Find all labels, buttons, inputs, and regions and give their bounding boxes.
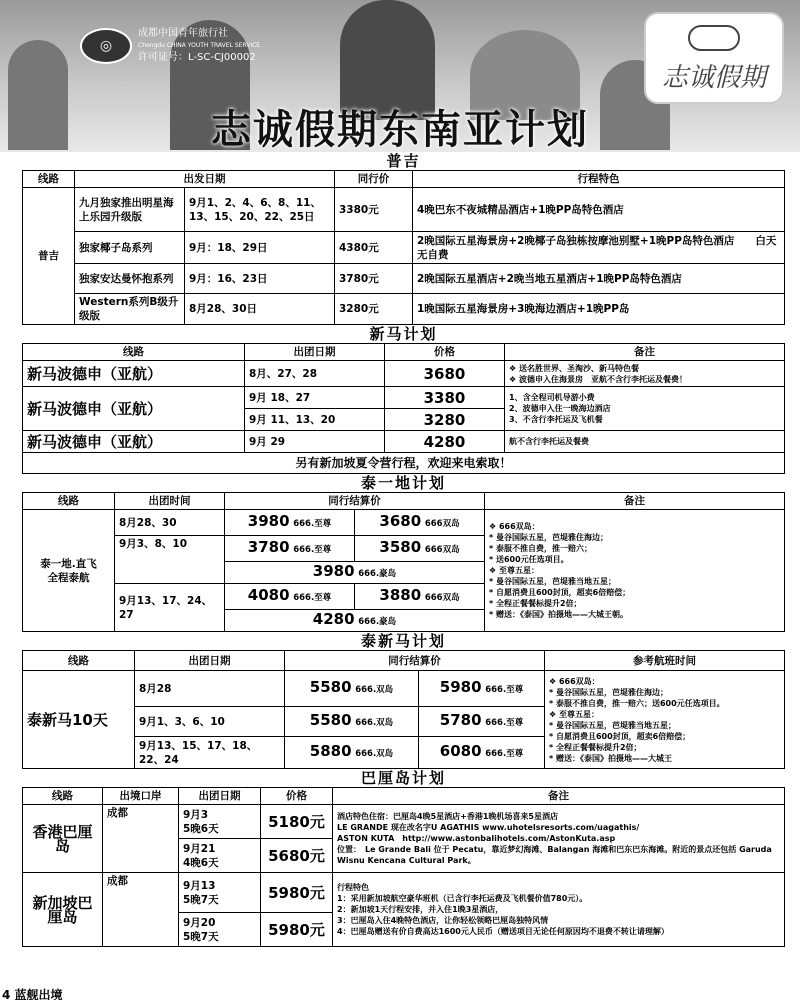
taixinma-note: * 曼谷国际五星，芭堤雅住海边； xyxy=(549,687,668,697)
tai-note: * 赠送：《泰国》拍摄地——大城王朝。 xyxy=(489,610,628,619)
puji-price: 3280元 xyxy=(335,294,413,325)
bali-line: 香港巴厘岛 xyxy=(23,805,103,873)
tai-note: * 自愿消费且600封顶，超卖6倍赔偿； xyxy=(489,588,631,597)
promo-row xyxy=(23,453,785,474)
taixinma-price-label: 666.至尊 xyxy=(485,718,524,728)
taixinma-date: 9月1、3、6、10 xyxy=(135,707,285,737)
tai-date: 9月3、8、10 xyxy=(115,536,225,584)
bali-note: 2：新加坡1天行程安排，并入住1晚3星酒店， xyxy=(337,905,504,914)
taixinma-price: 5980 xyxy=(439,678,482,696)
content xyxy=(22,152,785,985)
taixinma-price-label: 666.双岛 xyxy=(355,718,394,728)
xinma-title: 新马计划 xyxy=(369,325,438,343)
puji-desc: 4晚巴东不夜城精品酒店+1晚PP岛特色酒店 xyxy=(413,188,785,232)
page-footer: 4 蓝舰出境 xyxy=(2,988,63,1000)
puji-title: 普吉 xyxy=(386,152,421,170)
xinma-table xyxy=(22,343,785,474)
agency-block xyxy=(80,26,260,66)
puji-price: 3380元 xyxy=(335,188,413,232)
taixinma-price: 5580 xyxy=(309,678,352,696)
bali-h-note: 备注 xyxy=(333,788,785,805)
puji-h-desc: 行程特色 xyxy=(413,171,785,188)
taixinma-price-label: 666.双岛 xyxy=(355,685,394,695)
tai-price-label: 666双岛 xyxy=(424,519,460,529)
tai-date: 9月13、17、24、27 xyxy=(115,584,225,632)
brand-logo xyxy=(644,12,784,104)
xinma-date: 9月 29 xyxy=(245,431,385,453)
bali-price: 5180元 xyxy=(261,805,333,839)
table-row xyxy=(23,361,785,387)
taixinma-h-price: 同行结算价 xyxy=(285,651,545,671)
bali-price: 5980元 xyxy=(261,873,333,913)
taixinma-note: * 全程正餐餐标提升2倍； xyxy=(549,742,642,752)
xinma-line: 新马波德申（亚航） xyxy=(23,431,245,453)
xinma-date: 9月 11、13、20 xyxy=(245,409,385,431)
tai-price: 3780 xyxy=(247,538,290,556)
table-row xyxy=(23,510,785,536)
page-title: 志诚假期东南亚计划 xyxy=(211,107,589,152)
tai-notes xyxy=(485,510,785,632)
taixinma-note: * 自愿消费且600封顶，超卖6倍赔偿； xyxy=(549,731,691,741)
tai-price: 3980 xyxy=(312,562,355,580)
puji-dates: 8月28、30日 xyxy=(185,294,335,325)
puji-route: 独家安达曼怀抱系列 xyxy=(75,264,185,294)
tai-h-date: 出团时间 xyxy=(115,493,225,510)
taixinma-note: ❖ 666双岛： xyxy=(549,676,600,686)
bali-note: 4：巴厘岛赠送有价自费高达1600元人民币（赠送项目无论任何原因均不退费不转让请理解） xyxy=(337,927,669,936)
table-row xyxy=(23,264,785,294)
taixinma-note: ❖ 至尊五星： xyxy=(549,709,599,719)
tai-price: 3680 xyxy=(379,512,422,530)
tai-h-price: 同行结算价 xyxy=(225,493,485,510)
bali-header-row xyxy=(23,788,785,805)
table-row xyxy=(23,873,785,913)
puji-route: 九月独家推出明星海上乐园升级版 xyxy=(75,188,185,232)
tai-price-label: 666.豪岛 xyxy=(358,617,397,627)
puji-desc: 2晚国际五星酒店+2晚当地五星酒店+1晚PP岛特色酒店 xyxy=(413,264,785,294)
xinma-note: ❖ 送名胜世界、圣淘沙、新马特色餐 xyxy=(509,363,639,373)
header-banner xyxy=(0,0,800,152)
puji-line: 普吉 xyxy=(23,188,75,325)
puji-dates: 9月1、2、4、6、8、11、13、15、20、22、25日 xyxy=(185,188,335,232)
tai-note: * 送600元任选项目。 xyxy=(489,555,569,564)
bali-line: 新加坡巴厘岛 xyxy=(23,873,103,947)
tai-price-label: 666.豪岛 xyxy=(358,569,397,579)
tai-price: 4080 xyxy=(247,586,290,604)
taixinma-price: 5880 xyxy=(309,742,352,760)
tai-price: 3580 xyxy=(379,538,422,556)
puji-price: 3780元 xyxy=(335,264,413,294)
xinma-price: 3380 xyxy=(385,387,505,409)
tai-note: * 全程正餐餐标提升2倍； xyxy=(489,599,582,608)
bali-date: 9月13 5晚7天 xyxy=(179,873,261,913)
taixinma-date: 9月13、15、17、18、22、24 xyxy=(135,737,285,769)
bali-note: 3：巴厘岛入住4晚特色酒店，让你轻松领略巴厘岛独特风情 xyxy=(337,916,549,925)
tai-note: ❖ 至尊五星： xyxy=(489,566,539,575)
tai-date: 8月28、30 xyxy=(115,510,225,536)
taixinma-h-date: 出团日期 xyxy=(135,651,285,671)
xinma-line: 新马波德申（亚航） xyxy=(23,387,245,431)
tai-table xyxy=(22,492,785,632)
taixinma-price: 6080 xyxy=(439,742,482,760)
bali-h-price: 价格 xyxy=(261,788,333,805)
table-row xyxy=(23,188,785,232)
bali-port: 成都 xyxy=(103,805,179,873)
tai-price: 4280 xyxy=(312,610,355,628)
table-row xyxy=(23,387,785,409)
xinma-note: 2、波德申入住一晚海边酒店 xyxy=(509,404,611,413)
taixinma-title: 泰新马计划 xyxy=(360,632,446,650)
tai-note: * 曼谷国际五星，芭堤雅住海边； xyxy=(489,533,608,542)
xinma-price: 4280 xyxy=(385,431,505,453)
taixinma-price-label: 666.至尊 xyxy=(485,749,524,759)
puji-dates: 9月：16、23日 xyxy=(185,264,335,294)
tai-price-label: 666双岛 xyxy=(424,545,460,555)
taixinma-date: 8月28 xyxy=(135,671,285,707)
bali-date: 9月20 5晚7天 xyxy=(179,913,261,947)
bali-price: 5680元 xyxy=(261,839,333,873)
puji-route: Western系列B级升级版 xyxy=(75,294,185,325)
tai-title: 泰一地计划 xyxy=(360,474,446,492)
bali-note: 行程特色 xyxy=(337,883,369,892)
puji-price: 4380元 xyxy=(335,232,413,264)
tai-price-label: 666双岛 xyxy=(424,593,460,603)
tai-price-label: 666.至尊 xyxy=(293,545,332,555)
tai-price: 3880 xyxy=(379,586,422,604)
tai-header-row xyxy=(23,493,785,510)
taixinma-note: * 泰服不推自费，推一赔六；送600元任选项目。 xyxy=(549,698,725,708)
xinma-h-date: 出团日期 xyxy=(245,344,385,361)
taixinma-notes xyxy=(545,671,785,769)
taixinma-header-row xyxy=(23,651,785,671)
puji-desc: 2晚国际五星海景房+2晚椰子岛独栋按摩池别墅+1晚PP岛特色酒店 白天无自费 xyxy=(413,232,785,264)
xinma-note: ❖ 波德申入住海景房 亚航不含行李托运及餐费！ xyxy=(509,374,687,384)
bali-date: 9月3 5晚6天 xyxy=(179,805,261,839)
bali-note: 1：采用新加坡航空豪华班机（已含行李托运费及飞机餐价值780元）。 xyxy=(337,894,588,903)
xinma-date: 8月、27、28 xyxy=(245,361,385,387)
agency-license: 许可证号：L-SC-CJ00002 xyxy=(138,52,256,63)
bali-title: 巴厘岛计划 xyxy=(360,769,446,787)
puji-dates: 9月：18、29日 xyxy=(185,232,335,264)
bali-h-line: 线路 xyxy=(23,788,103,805)
xinma-note: 航不含行李托运及餐费 xyxy=(505,431,785,453)
xinma-line: 新马波德申（亚航） xyxy=(23,361,245,387)
xinma-h-note: 备注 xyxy=(505,344,785,361)
puji-header-row xyxy=(23,171,785,188)
tai-price-label: 666.至尊 xyxy=(293,519,332,529)
puji-h-line: 线路 xyxy=(23,171,75,188)
bali-note: ASTON KUTA http://www.astonbalihotels.com/AstonKuta.asp xyxy=(337,834,616,843)
taixinma-note: * 赠送：《泰国》拍摄地——大城王 xyxy=(549,753,672,763)
brand-name: 志诚假期 xyxy=(661,63,766,93)
tai-line: 泰一地.直飞 xyxy=(40,557,97,570)
puji-h-price: 同行价 xyxy=(335,171,413,188)
bali-note: LE GRANDE 现在改名字U AGATHIS www.uhotelsresorts.com/uagathis/ xyxy=(337,823,640,832)
promo-text: 另有新加坡夏令营行程，欢迎来电索取！ xyxy=(23,453,785,474)
bali-notes xyxy=(333,873,785,947)
bali-date: 9月21 4晚6天 xyxy=(179,839,261,873)
bali-notes xyxy=(333,805,785,873)
agency-en: Chengdu CHINA YOUTH TRAVEL SERVICE xyxy=(138,42,261,49)
bali-price: 5980元 xyxy=(261,913,333,947)
globe-icon: ◎ xyxy=(80,28,132,64)
table-row xyxy=(23,232,785,264)
bali-port: 成都 xyxy=(103,873,179,947)
puji-route: 独家椰子岛系列 xyxy=(75,232,185,264)
taixinma-h-line: 线路 xyxy=(23,651,135,671)
taixinma-price-label: 666.双岛 xyxy=(355,749,394,759)
taixinma-note: * 曼谷国际五星，芭堤雅当地五星； xyxy=(549,720,676,730)
agency-name: 成都中国青年旅行社 xyxy=(138,28,228,39)
tai-note: ❖ 666双岛： xyxy=(489,522,540,531)
xinma-h-line: 线路 xyxy=(23,344,245,361)
puji-desc: 1晚国际五星海景房+3晚海边酒店+1晚PP岛 xyxy=(413,294,785,325)
bali-table xyxy=(22,787,785,947)
bali-note: 酒店特色住宿：巴厘岛4晚5星酒店+香港1晚机场喜来5星酒店 xyxy=(337,812,558,821)
taixinma-h-flight: 参考航班时间 xyxy=(545,651,785,671)
tai-note: * 曼谷国际五星，芭堤雅当地五星； xyxy=(489,577,616,586)
taixinma-price: 5580 xyxy=(309,711,352,729)
xinma-h-price: 价格 xyxy=(385,344,505,361)
table-row xyxy=(23,294,785,325)
bali-h-port: 出境口岸 xyxy=(103,788,179,805)
tai-price: 3980 xyxy=(247,512,290,530)
table-row xyxy=(23,431,785,453)
xinma-note: 1、含全程司机导游小费 xyxy=(509,393,595,402)
xinma-note: 3、不含行李托运及飞机餐 xyxy=(509,415,603,424)
puji-h-date: 出发日期 xyxy=(75,171,335,188)
xinma-price: 3680 xyxy=(385,361,505,387)
table-row xyxy=(23,805,785,839)
bali-h-date: 出团日期 xyxy=(179,788,261,805)
bali-note: 位置： Le Grande Bali 位于 Pecatu，靠近梦幻海滩、Balangan 海滩和巴东巴东海滩。附近的景点还包括 Garuda Wisnu Kencana Cultural Park。 xyxy=(337,845,772,865)
cloud-icon xyxy=(688,25,740,51)
taixinma-table xyxy=(22,650,785,769)
tai-note: * 泰服不推自费，推一赔六； xyxy=(489,544,592,553)
tai-price-label: 666.至尊 xyxy=(293,593,332,603)
xinma-date: 9月 18、27 xyxy=(245,387,385,409)
xinma-header-row xyxy=(23,344,785,361)
tai-h-line: 线路 xyxy=(23,493,115,510)
taixinma-price: 5780 xyxy=(439,711,482,729)
xinma-price: 3280 xyxy=(385,409,505,431)
tai-h-note: 备注 xyxy=(485,493,785,510)
taixinma-line: 泰新马10天 xyxy=(23,671,135,769)
puji-table xyxy=(22,170,785,325)
table-row xyxy=(23,671,785,707)
tai-line2: 全程泰航 xyxy=(47,571,90,584)
taixinma-price-label: 666.至尊 xyxy=(485,685,524,695)
